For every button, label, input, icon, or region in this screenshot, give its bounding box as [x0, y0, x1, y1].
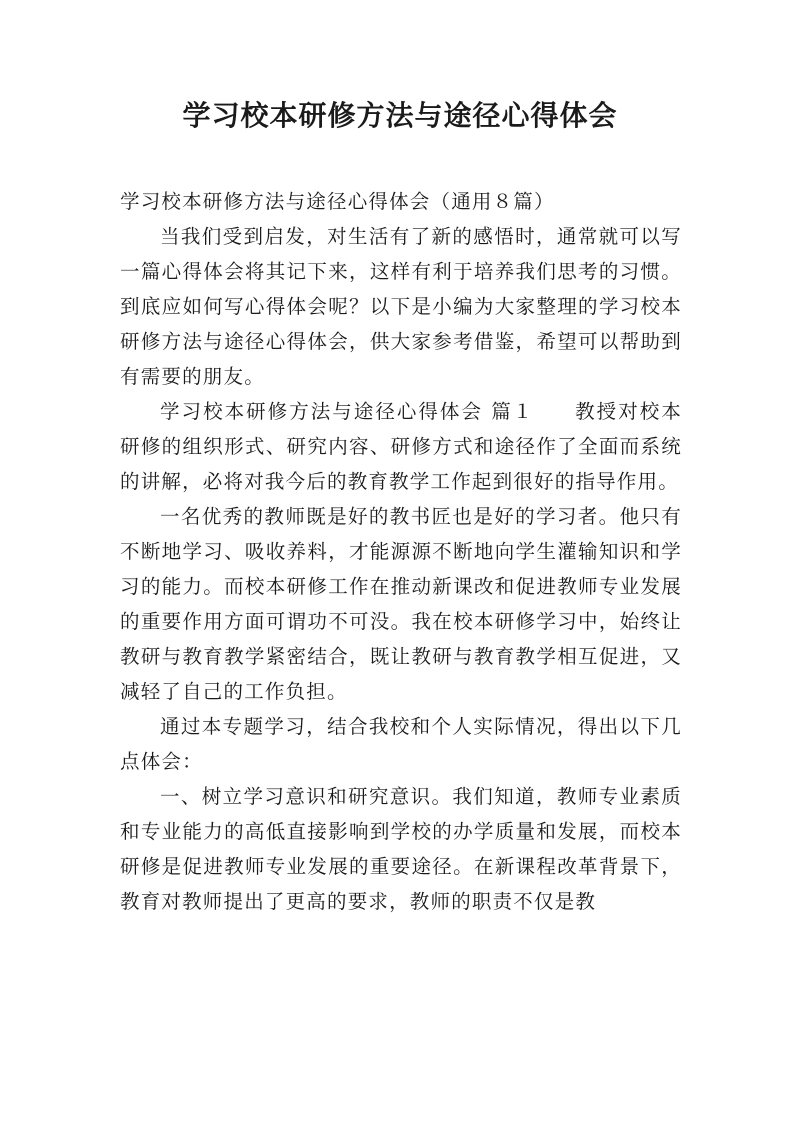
section-1-paragraph-2: 一名优秀的教师既是好的教书匠也是好的学习者。他只有不断地学习、吸收养料，才能源源不断地向学生灌输知识和学习的能力。而校本研修工作在推动新课改和促进教师专业发展的重要作用方面可谓功不可没。我在校本研修学习中，始终让教研与教育教学紧密结合，既让教研与教育教学相互促进，又减轻了自己的工作负担。	[120, 505, 682, 703]
document-subtitle: 学习校本研修方法与途径心得体会（通用８篇）	[120, 190, 555, 213]
section-1-paragraph	[120, 394, 682, 499]
document-title: 学习校本研修方法与途径心得体会	[182, 99, 618, 132]
section-1-paragraph-1: 教授对校本研修的组织形式、研究内容、研修方式和途径作了全面而系统的讲解，必将对我今后的教育教学工作起到很好的指导作用。	[120, 400, 682, 493]
intro-paragraph: 当我们受到启发，对生活有了新的感悟时，通常就可以写一篇心得体会将其记下来，这样有利于培养我们思考的习惯。到底应如何写心得体会呢？以下是小编为大家整理的学习校本研修方法与途径心得体会，供大家参考借鉴，希望可以帮助到有需要的朋友。	[120, 225, 682, 388]
section-1-heading: 学习校本研修方法与途径心得体会 篇１	[160, 400, 535, 423]
section-1-paragraph-4: 一、树立学习意识和研究意识。我们知道，教师专业素质和专业能力的高低直接影响到学校的办学质量和发展，而校本研修是促进教师专业发展的重要途径。在新课程改革背景下，教育对教师提出了更高的要求，教师的职责不仅是教	[120, 785, 682, 913]
section-1-paragraph-3: 通过本专题学习，结合我校和个人实际情况，得出以下几点体会：	[120, 715, 682, 773]
document-body	[120, 184, 682, 919]
